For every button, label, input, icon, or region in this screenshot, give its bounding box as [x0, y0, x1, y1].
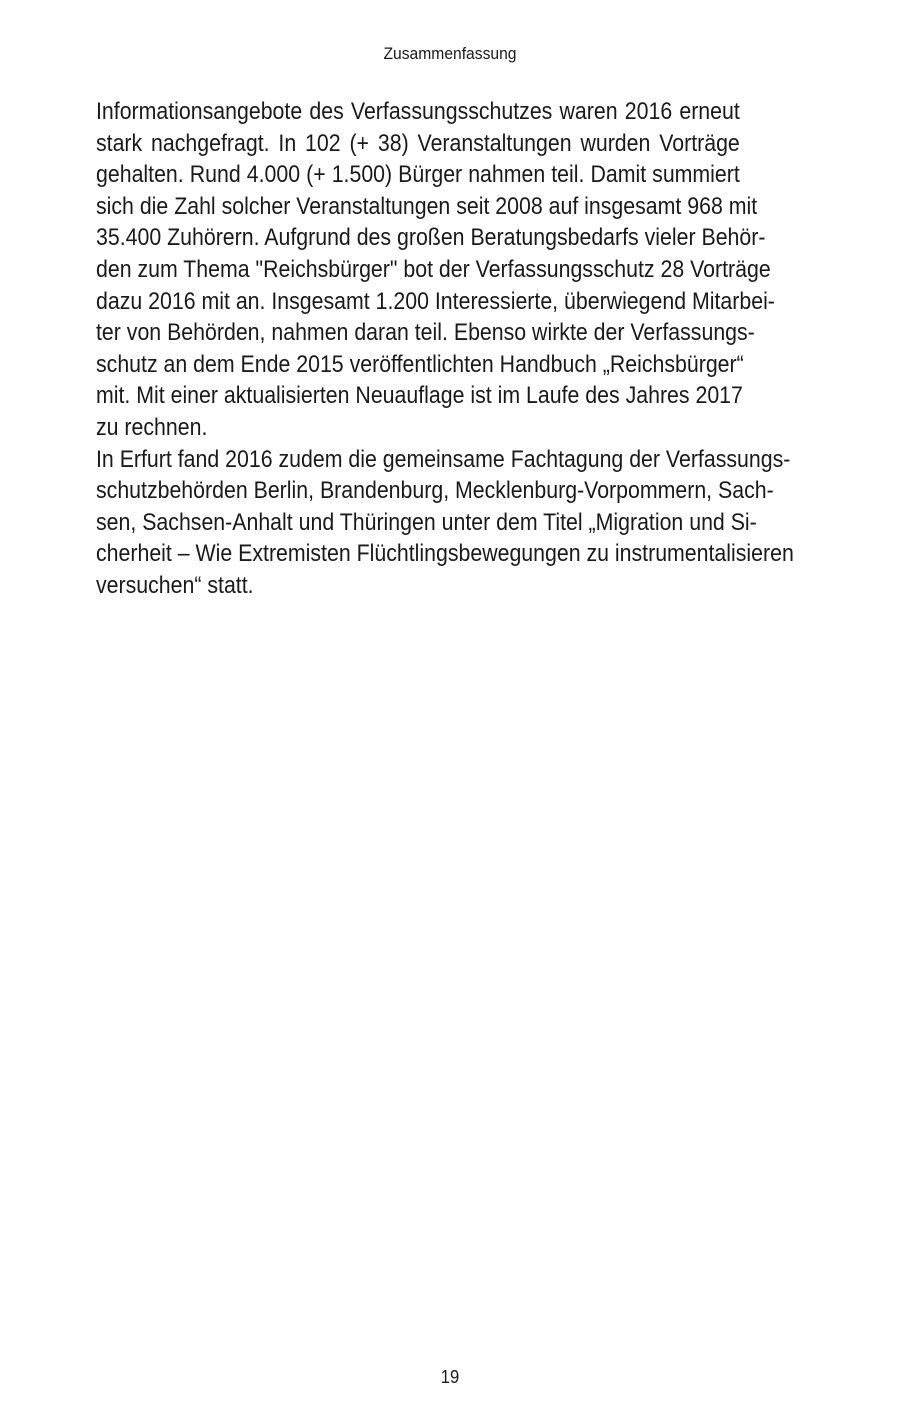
paragraph-2: [96, 444, 794, 602]
text-line: den zum Thema "Reichsbürger" bot der Verfassungsschutz 28 Vorträge: [96, 255, 771, 283]
text-line: schutz an dem Ende 2015 veröffentlichten Handbuch „Reichsbürger“: [96, 350, 744, 378]
paragraph-1: [96, 96, 775, 444]
text-line: cherheit – Wie Extremisten Flüchtlingsbewegungen zu instrumentalisieren: [96, 540, 794, 568]
text-line: ter von Behörden, nahmen daran teil. Ebenso wirkte der Verfassungs-: [96, 319, 755, 347]
page-number: 19: [440, 1367, 460, 1387]
text-line: 35.400 Zuhörern. Aufgrund des großen Beratungsbedarfs vieler Behör-: [96, 224, 766, 252]
body-text: [96, 96, 794, 602]
text-line: gehalten. Rund 4.000 (+ 1.500) Bürger nahmen teil. Damit summiert: [96, 161, 740, 189]
text-line: sich die Zahl solcher Veranstaltungen seit 2008 auf insgesamt 968 mit: [96, 192, 758, 220]
text-line: Informationsangebote des Verfassungsschutzes waren 2016 erneut: [96, 98, 740, 125]
text-line: mit. Mit einer aktualisierten Neuauflage ist im Laufe des Jahres 2017: [96, 382, 743, 410]
text-line: dazu 2016 mit an. Insgesamt 1.200 Interessierte, überwiegend Mitarbei-: [96, 287, 775, 315]
running-header: Zusammenfassung: [383, 44, 517, 63]
text-line: stark nachgefragt. In 102 (+ 38) Veranstaltungen wurden Vorträge: [96, 129, 740, 157]
text-line: In Erfurt fand 2016 zudem die gemeinsame Fachtagung der Verfassungs-: [96, 445, 791, 473]
text-line: zu rechnen.: [96, 413, 208, 441]
text-line: sen, Sachsen-Anhalt und Thüringen unter dem Titel „Migration und Si-: [96, 508, 757, 536]
text-line: versuchen“ statt.: [96, 571, 254, 599]
text-line: schutzbehörden Berlin, Brandenburg, Mecklenburg-Vorpommern, Sach-: [96, 477, 774, 505]
